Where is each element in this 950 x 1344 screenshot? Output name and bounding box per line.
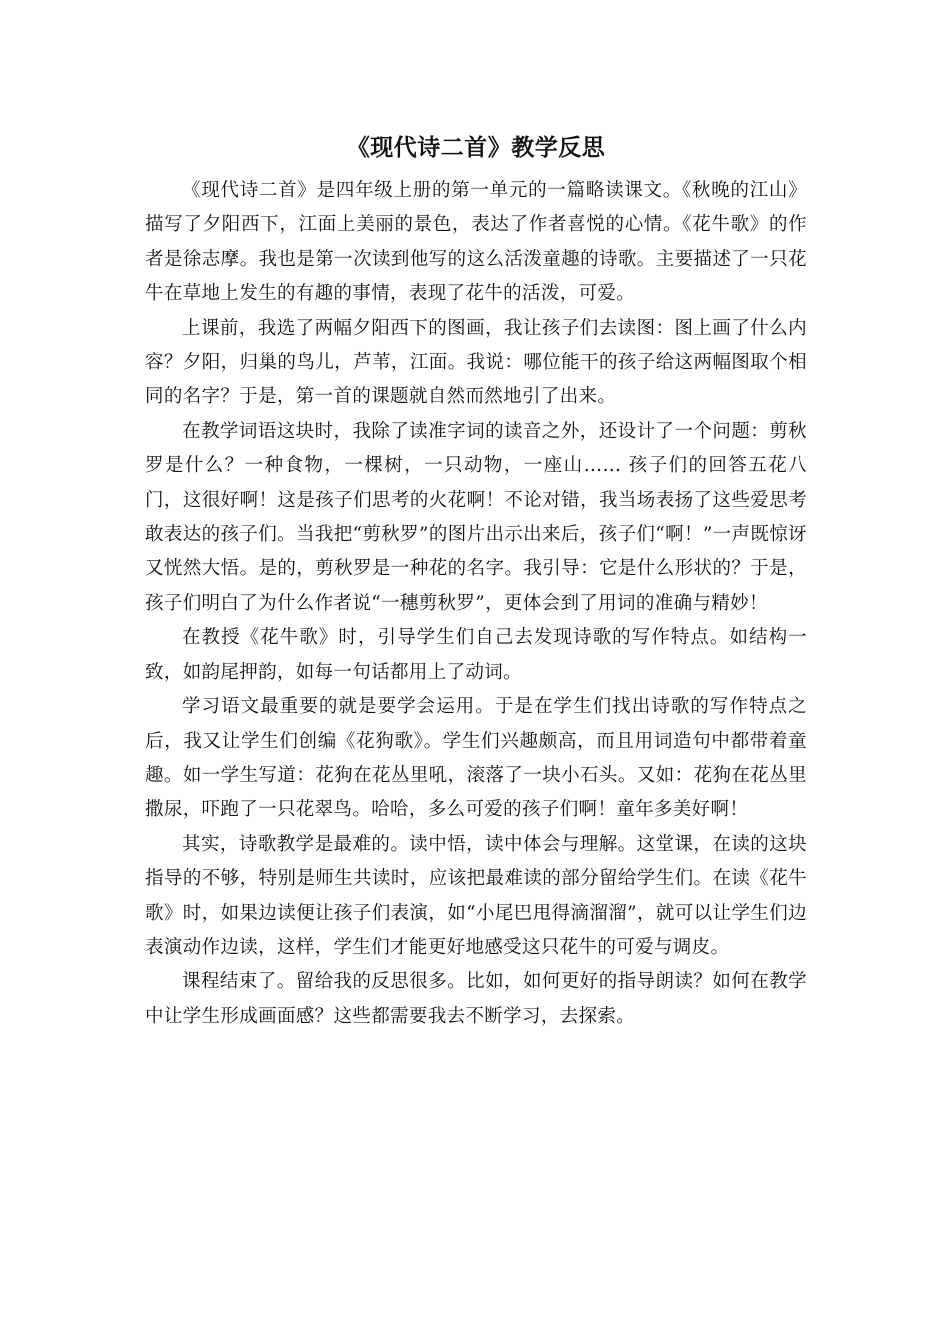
paragraph-pre-class: 上课前，我选了两幅夕阳西下的图画，我让孩子们去读图：图上画了什么内容？夕阳，归巢的鸟儿，芦苇，江面。我说：哪位能干的孩子给这两幅图取个相同的名字？于是，第一首的课题就自然而然地引了出来。 <box>145 317 807 408</box>
paragraph-vocabulary: 在教学词语这块时，我除了读准字词的读音之外，还设计了一个问题：剪秋罗是什么？一种食物，一棵树，一只动物，一座山…… 孩子们的回答五花八门，这很好啊！这是孩子们思考的火花啊！不论对错，我当场表扬了这些爱思考敢表达的孩子们。当我把“剪秋罗”的图片出示出来后，孩子们“啊！”一声既惊讶又恍然大悟。是的，剪秋罗是一种花的名字。我引导：它是什么形状的？于是，孩子们明白了为什么作者说“一穗剪秋罗”，更体会到了用词的准确与精妙！ <box>145 420 807 614</box>
paragraph-writing-features: 在教授《花牛歌》时，引导学生们自己去发现诗歌的写作特点。如结构一致，如韵尾押韵，如每一句话都用上了动词。 <box>145 627 807 683</box>
paragraph-intro: 《现代诗二首》是四年级上册的第一单元的一篇略读课文。《秋晚的江山》描写了夕阳西下，江面上美丽的景色，表达了作者喜悦的心情。《花牛歌》的作者是徐志摩。我也是第一次读到他写的这么活泼童趣的诗歌。主要描述了一只花牛在草地上发生的有趣的事情，表现了花牛的活泼，可爱。 <box>145 180 807 305</box>
paragraph-conclusion: 课程结束了。留给我的反思很多。比如，如何更好的指导朗读？如何在教学中让学生形成画面感？这些都需要我去不断学习，去探索。 <box>145 971 807 1027</box>
paragraph-application: 学习语文最重要的就是要学会运用。于是在学生们找出诗歌的写作特点之后，我又让学生们创编《花狗歌》。学生们兴趣颇高，而且用词造句中都带着童趣。如一学生写道：花狗在花丛里吼，滚落了一块小石头。又如：花狗在花丛里撒尿，吓跑了一只花翠鸟。哈哈，多么可爱的孩子们啊！童年多美好啊！ <box>145 696 807 821</box>
document-body <box>145 128 807 1034</box>
paragraph-reading-reflection: 其实，诗歌教学是最难的。读中悟，读中体会与理解。这堂课，在读的这块指导的不够，特别是师生共读时，应该把最难读的部分留给学生们。在读《花牛歌》时，如果边读便让孩子们表演，如“小尾巴甩得滴溜溜”，就可以让学生们边表演动作边读，这样，学生们才能更好地感受这只花牛的可爱与调皮。 <box>145 833 807 958</box>
document-title: 《现代诗二首》教学反思 <box>346 135 606 161</box>
